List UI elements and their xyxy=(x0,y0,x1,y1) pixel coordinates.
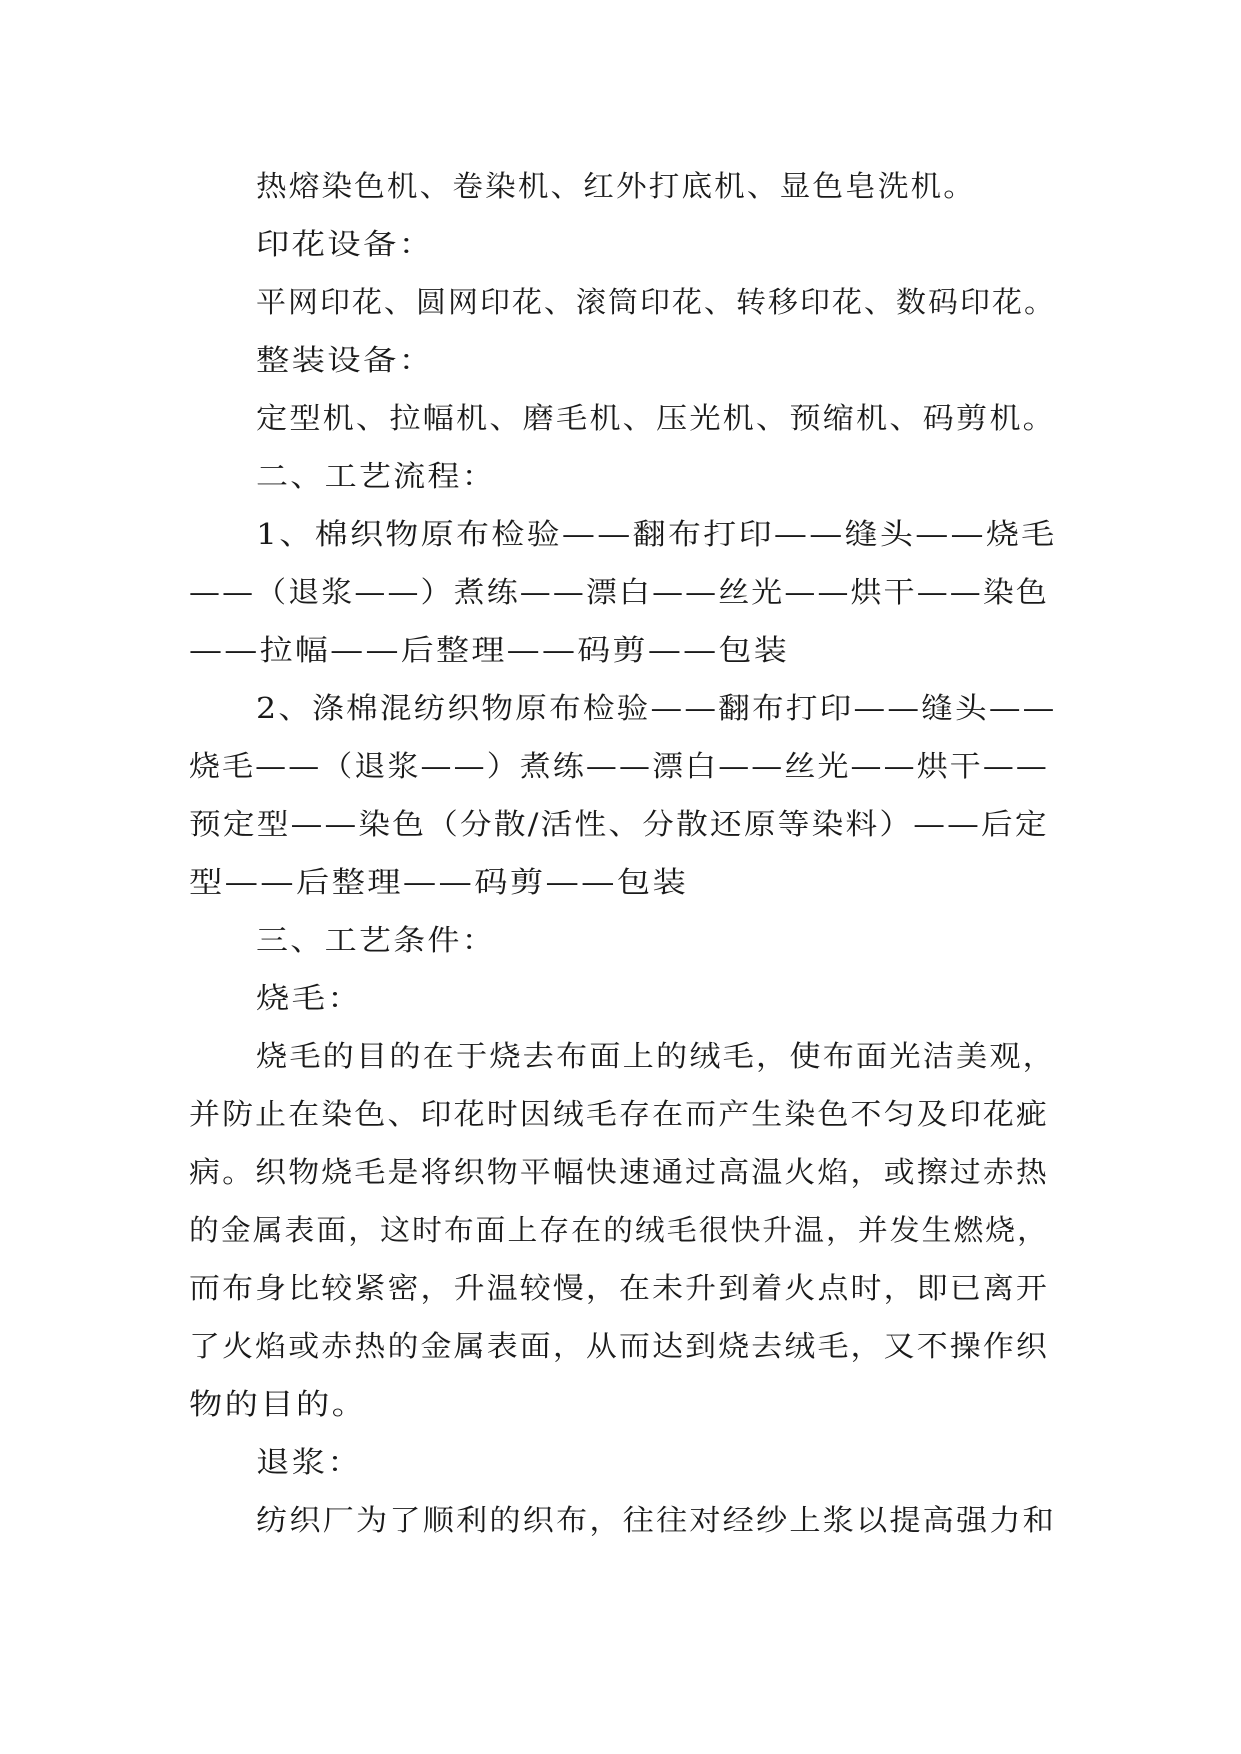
text-line-21: 了火焰或赤热的金属表面，从而达到烧去绒毛，又不操作织 xyxy=(189,1329,1050,1363)
text-line-11: 烧毛——（退浆——）煮练——漂白——丝光——烘干—— xyxy=(189,749,1050,783)
text-line-13: 型——后整理——码剪——包装 xyxy=(189,865,689,899)
text-line-12: 预定型——染色（分散/活性、分散还原等染料）——后定 xyxy=(189,807,1049,841)
text-line-1: 热熔染色机、卷染机、红外打底机、显色皂洗机。 xyxy=(256,169,977,203)
text-line-4: 整装设备： xyxy=(256,343,435,377)
text-line-17: 并防止在染色、印花时因绒毛存在而产生染色不匀及印花疵 xyxy=(189,1097,1050,1131)
text-line-3: 平网印花、圆网印花、滚筒印花、转移印花、数码印花。 xyxy=(256,285,1057,319)
text-line-23: 退浆： xyxy=(256,1445,363,1479)
text-line-14: 三、工艺条件： xyxy=(256,923,497,957)
text-line-22: 物的目的。 xyxy=(189,1387,368,1421)
text-line-7: 1、棉织物原布检验——翻布打印——缝头——烧毛 xyxy=(256,517,1057,551)
text-line-6: 二、工艺流程： xyxy=(256,459,497,493)
text-line-18: 病。织物烧毛是将织物平幅快速通过高温火焰，或擦过赤热 xyxy=(189,1155,1050,1189)
text-line-2: 印花设备： xyxy=(256,227,435,261)
text-line-15: 烧毛： xyxy=(256,981,363,1015)
text-line-19: 的金属表面，这时布面上存在的绒毛很快升温，并发生燃烧， xyxy=(189,1213,1050,1247)
text-line-24: 纺织厂为了顺利的织布，往往对经纱上浆以提高强力和 xyxy=(256,1503,1057,1537)
text-line-16: 烧毛的目的在于烧去布面上的绒毛，使布面光洁美观， xyxy=(256,1039,1057,1073)
text-line-5: 定型机、拉幅机、磨毛机、压光机、预缩机、码剪机。 xyxy=(256,401,1057,435)
text-line-9: ——拉幅——后整理——码剪——包装 xyxy=(189,633,790,667)
text-line-20: 而布身比较紧密，升温较慢，在未升到着火点时，即已离开 xyxy=(189,1271,1050,1305)
text-line-8: ——（退浆——）煮练——漂白——丝光——烘干——染色 xyxy=(189,575,1050,609)
text-line-10: 2、涤棉混纺织物原布检验——翻布打印——缝头—— xyxy=(256,691,1057,725)
